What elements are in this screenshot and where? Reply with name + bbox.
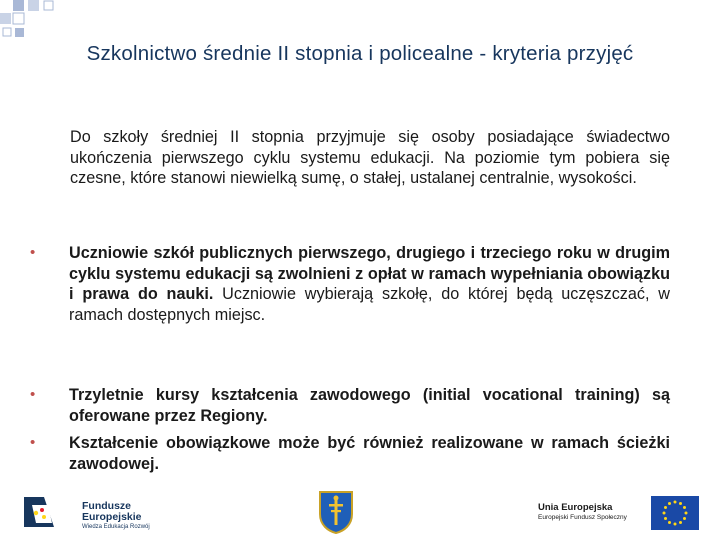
eu-text [538, 502, 627, 522]
bullet-text [69, 433, 670, 474]
bullet-marker: • [30, 244, 36, 261]
fe-line3: Wiedza Edukacja Rozwój [82, 524, 150, 530]
fe-line1: Fundusze [82, 500, 131, 512]
bullet-bold-text: Uczniowie szkół publicznych pierwszego, drugiego i trzeciego roku w drugim cyklu systemu edukacji są zwolnieni z opłat w ramach wypełniania obowiązku i prawa do nauki. [69, 244, 670, 303]
fe-line2: Europejskie [82, 511, 142, 523]
bullet-marker: • [30, 386, 36, 403]
coat-of-arms-icon [318, 490, 354, 534]
corner-decoration [0, 0, 60, 45]
eu-flag-icon [651, 496, 699, 530]
slide-title: Szkolnictwo średnie II stopnia i policealne - kryteria przyjęć [86, 42, 634, 65]
bullet-text [69, 243, 670, 325]
bullet-item [30, 433, 670, 474]
fundusze-europejskie-text [82, 501, 150, 532]
footer-logos [0, 486, 720, 540]
fundusze-europejskie-icon [22, 493, 56, 531]
bullet-marker: • [30, 434, 36, 451]
bullet-item [30, 385, 670, 426]
intro-paragraph: Do szkoły średniej II stopnia przyjmuje się osoby posiadające świadectwo ukończenia pierwszego cyklu systemu edukacji. Na poziomie tym pobiera się czesne, które stanowi niewielką sumę, o stałej, ustalanej centralnie, wysokości. [70, 128, 670, 187]
fundusze-europejskie-logo [22, 491, 152, 535]
bullet-text [69, 385, 670, 426]
bullet-bold-text: Trzyletnie kursy kształcenia zawodowego (initial vocational training) są oferowane przez Regiony. [69, 386, 670, 425]
eu-line2: Europejski Fundusz Społeczny [538, 514, 627, 521]
bullet-item [30, 243, 670, 325]
bullet-bold-text: Kształcenie obowiązkowe może być również realizowane w ramach ścieżki zawodowej. [69, 434, 670, 473]
eu-line1: Unia Europejska [538, 502, 613, 513]
bullet-normal-text: Uczniowie wybierają szkołę, do której będą uczęszczać, w ramach dostępnych miejsc. [69, 285, 670, 324]
